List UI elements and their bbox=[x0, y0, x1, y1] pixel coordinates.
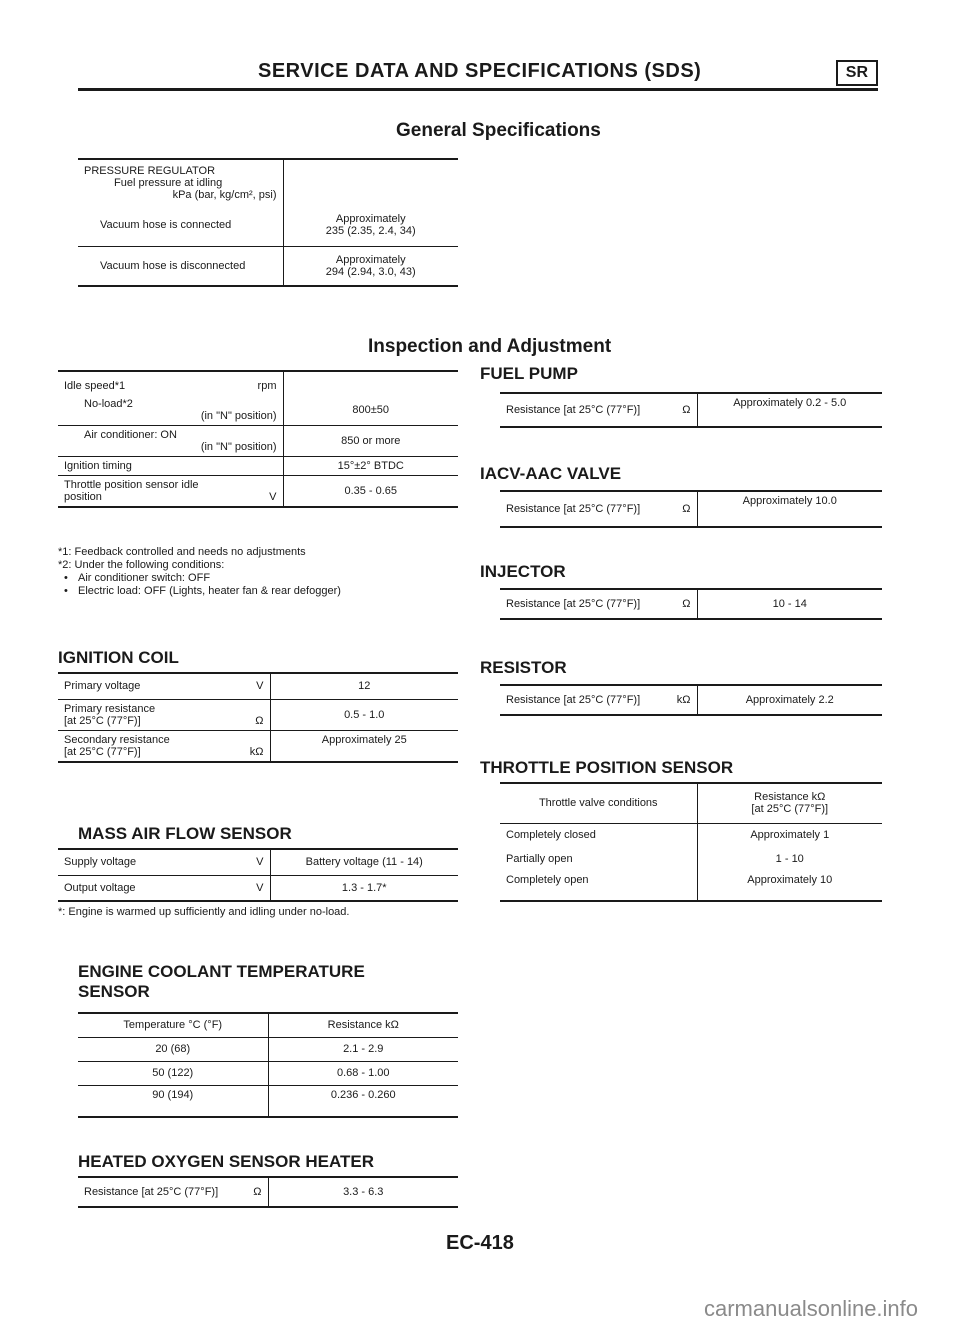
page-number: EC-418 bbox=[446, 1232, 514, 1254]
ho2s-table bbox=[78, 1176, 458, 1208]
fuel-pump-value: Approximately 0.2 - 5.0 bbox=[697, 393, 882, 427]
ect-resistance-cell: 0.236 - 0.260 bbox=[268, 1085, 458, 1117]
iacv-title: IACV-AAC VALVE bbox=[480, 464, 622, 483]
fuel-pressure-label: Fuel pressure at idling bbox=[114, 177, 223, 189]
injector-table bbox=[500, 588, 882, 620]
noload-value: 800±50 bbox=[283, 395, 458, 426]
iacv-table bbox=[500, 490, 882, 528]
iacv-value: Approximately 10.0 bbox=[697, 491, 882, 527]
fuel-pump-table bbox=[500, 392, 882, 428]
ho2s-label: Resistance [at 25°C (77°F)] bbox=[84, 1186, 219, 1198]
tps-idle-label-2: position bbox=[64, 491, 102, 503]
resistor-unit: kΩ bbox=[676, 694, 691, 706]
fuel-pressure-unit: kPa (bar, kg/cm², psi) bbox=[172, 189, 277, 201]
resistor-value: Approximately 2.2 bbox=[697, 685, 882, 715]
idle-speed-label: Idle speed*1 bbox=[64, 380, 126, 392]
maf-supply-value: Battery voltage (11 - 14) bbox=[270, 849, 458, 875]
primary-resistance-unit: Ω bbox=[255, 714, 264, 727]
maf-output-value: 1.3 - 1.7* bbox=[270, 875, 458, 901]
maf-title: MASS AIR FLOW SENSOR bbox=[78, 824, 292, 843]
noload-label: No-load*2 bbox=[84, 398, 133, 410]
section-badge: SR bbox=[836, 60, 878, 86]
ect-table bbox=[78, 1012, 458, 1118]
primary-voltage-unit: V bbox=[256, 680, 264, 693]
idle-note-1: *1: Feedback controlled and needs no adjustments bbox=[58, 546, 306, 558]
idle-bullet-2: • Electric load: OFF (Lights, heater fan & rear defogger) bbox=[58, 585, 478, 598]
maf-note: *: Engine is warmed up sufficiently and idling under no-load. bbox=[58, 906, 350, 918]
maf-output-unit: V bbox=[256, 881, 264, 894]
resistor-title: RESISTOR bbox=[480, 658, 567, 677]
fuel-pump-title: FUEL PUMP bbox=[480, 364, 578, 383]
secondary-resistance-value: Approximately 25 bbox=[270, 730, 458, 762]
vacuum-disconnected-value-1: Approximately bbox=[335, 253, 406, 266]
ect-temp-cell: 20 (68) bbox=[78, 1037, 268, 1061]
tps-resistance-cell: 1 - 10 bbox=[775, 853, 804, 865]
vacuum-connected-value-2: 235 (2.35, 2.4, 34) bbox=[325, 224, 416, 237]
tps-table bbox=[500, 782, 882, 902]
secondary-resistance-label-1: Secondary resistance bbox=[64, 733, 170, 746]
tps-condition-cell: Completely closed bbox=[500, 823, 697, 847]
ect-header-temp: Temperature °C (°F) bbox=[78, 1013, 268, 1037]
injector-unit: Ω bbox=[682, 598, 691, 610]
ect-title bbox=[78, 962, 365, 1002]
maf-output-label: Output voltage bbox=[64, 881, 136, 894]
regulator-label: PRESSURE REGULATOR bbox=[84, 165, 216, 177]
ect-resistance-cell: 2.1 - 2.9 bbox=[268, 1037, 458, 1061]
tps-condition-cell: Partially open bbox=[500, 847, 697, 871]
ho2s-title: HEATED OXYGEN SENSOR HEATER bbox=[78, 1152, 374, 1171]
maf-table bbox=[58, 848, 458, 902]
tps-condition-cell: Completely open bbox=[500, 871, 697, 901]
tps-title: THROTTLE POSITION SENSOR bbox=[480, 758, 734, 777]
ect-title-2: SENSOR bbox=[78, 982, 150, 1001]
ect-temp-cell: 90 (194) bbox=[78, 1085, 268, 1117]
page-title: SERVICE DATA AND SPECIFICATIONS (SDS) bbox=[258, 60, 702, 82]
vacuum-connected-value-1: Approximately bbox=[335, 212, 406, 225]
idle-notes bbox=[58, 546, 478, 598]
primary-resistance-value: 0.5 - 1.0 bbox=[270, 699, 458, 730]
tps-idle-label-1: Throttle position sensor idle bbox=[64, 479, 199, 491]
vacuum-disconnected-value-2: 294 (2.94, 3.0, 43) bbox=[325, 265, 416, 278]
general-specs-title: General Specifications bbox=[396, 120, 601, 141]
ho2s-value: 3.3 - 6.3 bbox=[268, 1177, 458, 1207]
iacv-label: Resistance [at 25°C (77°F)] bbox=[506, 503, 641, 515]
ect-title-1: ENGINE COOLANT TEMPERATURE bbox=[78, 962, 365, 981]
idle-note-2: *2: Under the following conditions: bbox=[58, 559, 225, 571]
ignition-coil-table bbox=[58, 672, 458, 763]
tps-idle-unit: V bbox=[269, 491, 277, 503]
ac-on-label: Air conditioner: ON bbox=[84, 429, 177, 441]
ect-header-resistance: Resistance kΩ bbox=[268, 1013, 458, 1037]
idle-speed-table bbox=[58, 370, 458, 508]
tps-idle-value: 0.35 - 0.65 bbox=[283, 476, 458, 508]
inspection-title: Inspection and Adjustment bbox=[368, 336, 612, 357]
vacuum-disconnected-label: Vacuum hose is disconnected bbox=[100, 259, 246, 272]
pressure-regulator-table bbox=[78, 158, 458, 287]
ect-resistance-cell: 0.68 - 1.00 bbox=[268, 1061, 458, 1085]
idle-bullet-1: • Air conditioner switch: OFF bbox=[58, 572, 478, 585]
noload-position: (in "N" position) bbox=[200, 410, 277, 422]
ignition-coil-title: IGNITION COIL bbox=[58, 648, 179, 667]
injector-title: INJECTOR bbox=[480, 562, 566, 581]
injector-value: 10 - 14 bbox=[697, 589, 882, 619]
tps-header-resistance-1: Resistance kΩ bbox=[754, 791, 826, 804]
primary-voltage-value: 12 bbox=[270, 673, 458, 699]
idle-speed-unit: rpm bbox=[257, 380, 277, 392]
iacv-unit: Ω bbox=[682, 503, 691, 515]
primary-resistance-label-2: [at 25°C (77°F)] bbox=[64, 714, 141, 727]
page-header bbox=[78, 58, 878, 98]
fuel-pump-label: Resistance [at 25°C (77°F)] bbox=[506, 404, 641, 416]
primary-voltage-label: Primary voltage bbox=[64, 680, 141, 693]
injector-label: Resistance [at 25°C (77°F)] bbox=[506, 598, 641, 610]
resistor-label: Resistance [at 25°C (77°F)] bbox=[506, 694, 641, 706]
maf-supply-unit: V bbox=[256, 856, 264, 869]
ect-temp-cell: 50 (122) bbox=[78, 1061, 268, 1085]
ho2s-unit: Ω bbox=[253, 1186, 262, 1198]
tps-resistance-cell: Approximately 1 bbox=[750, 829, 830, 842]
maf-supply-label: Supply voltage bbox=[64, 856, 137, 869]
fuel-pump-unit: Ω bbox=[682, 404, 691, 416]
tps-resistance-cell: Approximately 10 bbox=[697, 871, 882, 901]
ac-on-value: 850 or more bbox=[283, 426, 458, 457]
watermark: carmanualsonline.info bbox=[704, 1296, 919, 1321]
ignition-timing-value: 15°±2° BTDC bbox=[283, 457, 458, 476]
resistor-table bbox=[500, 684, 882, 716]
secondary-resistance-unit: kΩ bbox=[249, 745, 264, 758]
tps-header-conditions: Throttle valve conditions bbox=[500, 783, 697, 823]
ac-on-position: (in "N" position) bbox=[200, 441, 277, 453]
ignition-timing-label: Ignition timing bbox=[58, 457, 283, 476]
vacuum-connected-label: Vacuum hose is connected bbox=[100, 218, 232, 231]
primary-resistance-label-1: Primary resistance bbox=[64, 702, 156, 715]
header-rule bbox=[78, 88, 878, 91]
tps-header-resistance-2: [at 25°C (77°F)] bbox=[751, 803, 829, 816]
secondary-resistance-label-2: [at 25°C (77°F)] bbox=[64, 745, 141, 758]
